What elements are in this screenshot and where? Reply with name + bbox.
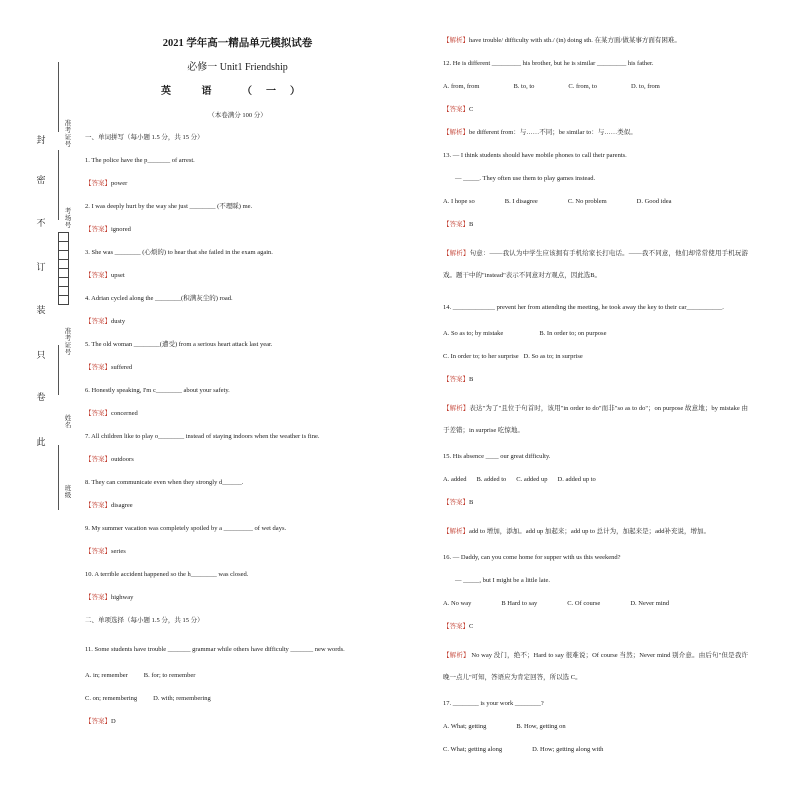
explanation-tag: 【解析】 [443,250,470,257]
answer-tag: 【答案】 [443,623,469,630]
question: 8. They can communicate even when they strongly d______. [85,479,244,486]
question: 11. Some students have trouble _______ grammar while others have difficulty _______ new words. [85,646,345,653]
option: A. What; getting [443,723,487,730]
answer [85,547,390,556]
option: A. So as to; by mistake [443,330,504,337]
option: C. Of course [567,600,601,607]
margin-char: 密 [36,175,46,185]
option: A. added [443,476,467,483]
option: B. to, to [513,83,535,90]
question: 6. Honestly speaking, I'm c________ about your safety. [85,387,230,394]
option: A. No way [443,600,472,607]
answer-tag: 【答案】 [85,410,111,417]
margin-char: 卷 [36,392,46,402]
explanation-text: 表达"为了"且位于句首时，该用"in order to do"而非"so as to do"；on purpose 故意地；by mistake 由于差错；in surprise 吃惊地。 [443,405,749,434]
question: 9. My summer vacation was completely spoiled by a _________ of wet days. [85,525,287,532]
answer-text: upset [111,272,125,279]
margin-label: 考场号 [64,208,72,229]
option: B. How, getting on [516,723,566,730]
answer-tag: 【答案】 [443,106,469,113]
margin-label: 准考证号 [64,328,72,356]
answer [85,363,390,372]
answer [443,105,748,114]
option: B. In order to; on purpose [539,330,607,337]
answer-text: ignored [111,226,131,233]
answer-text: outdoors [111,456,134,463]
explanation [443,521,748,543]
question: 5. The old woman ________(遭受) from a serious heart attack last year. [85,341,273,348]
question: 10. A terrible accident happened so the h________ was closed. [85,571,249,578]
answer-text: B [469,376,474,383]
answer-text: series [111,548,126,555]
exam-subject: 英 语 （一） [161,86,314,97]
binding-line [58,62,59,132]
margin-char: 订 [36,262,46,272]
option: C. on; remembering [85,695,138,702]
explanation-text: be different from：与……不同；be similar to：与……类似。 [469,129,637,136]
explanation-text: No way 没门，绝不；Hard to say 很难说；Of course 当然；Never mind 别介意。由后句"但是我许晚一点儿"可知，答语应为肯定回答，所以选 C。 [443,652,748,681]
question: 3. She was ________ (心烦的) to hear that she failed in the exam again. [85,249,273,256]
question: 2. I was deeply hurt by the way she just ________ (不理睬) me. [85,203,253,210]
explanation-tag: 【解析】 [443,129,469,136]
question: 12. He is different _________ his brother, but he is similar _________ his father. [443,60,654,67]
answer-text: disagree [111,502,133,509]
answer-text: dusty [111,318,126,325]
answer-text: power [111,180,128,187]
answer-text: D [111,718,116,725]
answer-tag: 【答案】 [443,376,469,383]
option: A. in; remember [85,672,128,679]
options [85,694,390,703]
explanation-text: 句意：——我认为中学生应该拥有手机给家长打电话。——我不同意，他们却常常使用手机玩游戏。题干中的"instead"表示不同意对方观点，因此选B。 [443,250,749,279]
margin-char: 装 [36,305,46,315]
answer [443,498,748,507]
option: A. from, from [443,83,480,90]
option: D. with; remembering [153,695,211,702]
options [443,745,748,754]
exam-title: 2021 学年高一精品单元模拟试卷 [162,38,313,49]
margin-label: 班级 [64,485,72,499]
answer [85,593,390,602]
options [443,197,748,206]
answer [443,220,748,229]
explanation-tag: 【解析】 [443,528,469,535]
option: B. for; to remember [143,672,196,679]
answer-tag: 【答案】 [85,318,111,325]
explanation-text: add to 增加，添加。add up 加起来；add up to 总计为，加起来是；add补充说，增加。 [469,528,711,535]
options [443,722,748,731]
options [85,671,390,680]
answer-tag: 【答案】 [443,221,469,228]
answer-tag: 【答案】 [85,456,111,463]
explanation [443,128,748,137]
explanation-tag: 【解析】 [443,652,470,659]
answer [85,225,390,234]
question: 13. — I think students should have mobile phones to call their parents. [443,152,627,159]
option: C. from, to [568,83,597,90]
question: 15. His absence ____ our great difficulty. [443,453,551,460]
option: C. What; getting along [443,746,503,753]
answer-tag: 【答案】 [85,502,111,509]
option: D. How; getting along with [532,746,604,753]
answer [443,622,748,631]
answer-text: B [469,221,474,228]
binding-line [58,150,59,220]
answer-tag: 【答案】 [443,499,469,506]
explanation-text: have trouble/ difficulty with sth./ (in) doing sth. 在某方面/做某事方面有困难。 [469,37,681,44]
question: 7. All children like to play o________ instead of staying indoors when the weather is fine. [85,433,320,440]
explanation [443,36,748,45]
options [443,329,748,338]
right-column [443,36,748,768]
answer-text: concerned [111,410,138,417]
answer-text: C [469,106,474,113]
score-note: （本卷满分 100 分） [208,112,267,119]
answer [85,317,390,326]
binding-line [58,445,59,510]
options [443,599,748,608]
option: C. added up [516,476,548,483]
left-column [85,38,390,740]
binding-margin [0,0,80,794]
answer [85,455,390,464]
options: C. In order to; to her surprise D. So as to; in surprise [443,353,583,360]
option: C. No problem [567,198,607,205]
option: A. I hope so [443,198,475,205]
answer [85,717,390,726]
answer-tag: 【答案】 [85,364,111,371]
answer-text: suffered [111,364,133,371]
answer-tag: 【答案】 [85,272,111,279]
options [443,475,748,484]
option: B. added to [476,476,507,483]
option: B. I disagree [504,198,538,205]
explanation [443,243,748,287]
explanation-tag: 【解析】 [443,37,469,44]
answer [85,501,390,510]
option: B Hard to say [501,600,538,607]
answer-tag: 【答案】 [85,226,111,233]
option: D. to, from [630,83,660,90]
binding-line [58,345,59,395]
answer-text: B [469,499,474,506]
answer [443,375,748,384]
explanation-tag: 【解析】 [443,405,470,412]
margin-char: 此 [36,437,46,447]
margin-char: 封 [36,135,46,145]
margin-char: 只 [36,350,46,360]
option: D. Never mind [630,600,670,607]
answer-text: highway [111,594,134,601]
explanation [443,645,748,689]
question-reply: — _____. They often use them to play games instead. [455,175,596,182]
question: 4. Adrian cycled along the ________(积满灰尘的) road. [85,295,233,302]
option: D. Good idea [636,198,672,205]
question: 14. _____________ prevent her from attending the meeting, he took away the key to their car___________. [443,304,724,311]
margin-label: 准考证号 [64,120,72,148]
margin-label: 姓名 [64,415,72,429]
answer-tag: 【答案】 [85,180,111,187]
answer-tag: 【答案】 [85,594,111,601]
exam-subtitle: 必修一 Unit1 Friendship [187,62,288,73]
question: 17. ________ is your work ________? [443,700,544,707]
section-heading: 二、单项选择（每小题 1.5 分，共 15 分） [85,617,204,624]
answer-tag: 【答案】 [85,718,111,725]
explanation [443,398,748,442]
answer [85,409,390,418]
answer [85,179,390,188]
answer [85,271,390,280]
question: 16. — Daddy, can you come home for supper with us this weekend? [443,554,621,561]
answer-text: C [469,623,474,630]
margin-char: 不 [36,218,46,228]
id-number-boxes [58,232,69,305]
section-heading: 一、单词拼写（每小题 1.5 分，共 15 分） [85,134,204,141]
question-reply: — _____, but I might be a little late. [455,577,550,584]
options [443,82,748,91]
answer-tag: 【答案】 [85,548,111,555]
question: 1. The police have the p_______ of arrest. [85,157,195,164]
option: D. added up to [557,476,596,483]
